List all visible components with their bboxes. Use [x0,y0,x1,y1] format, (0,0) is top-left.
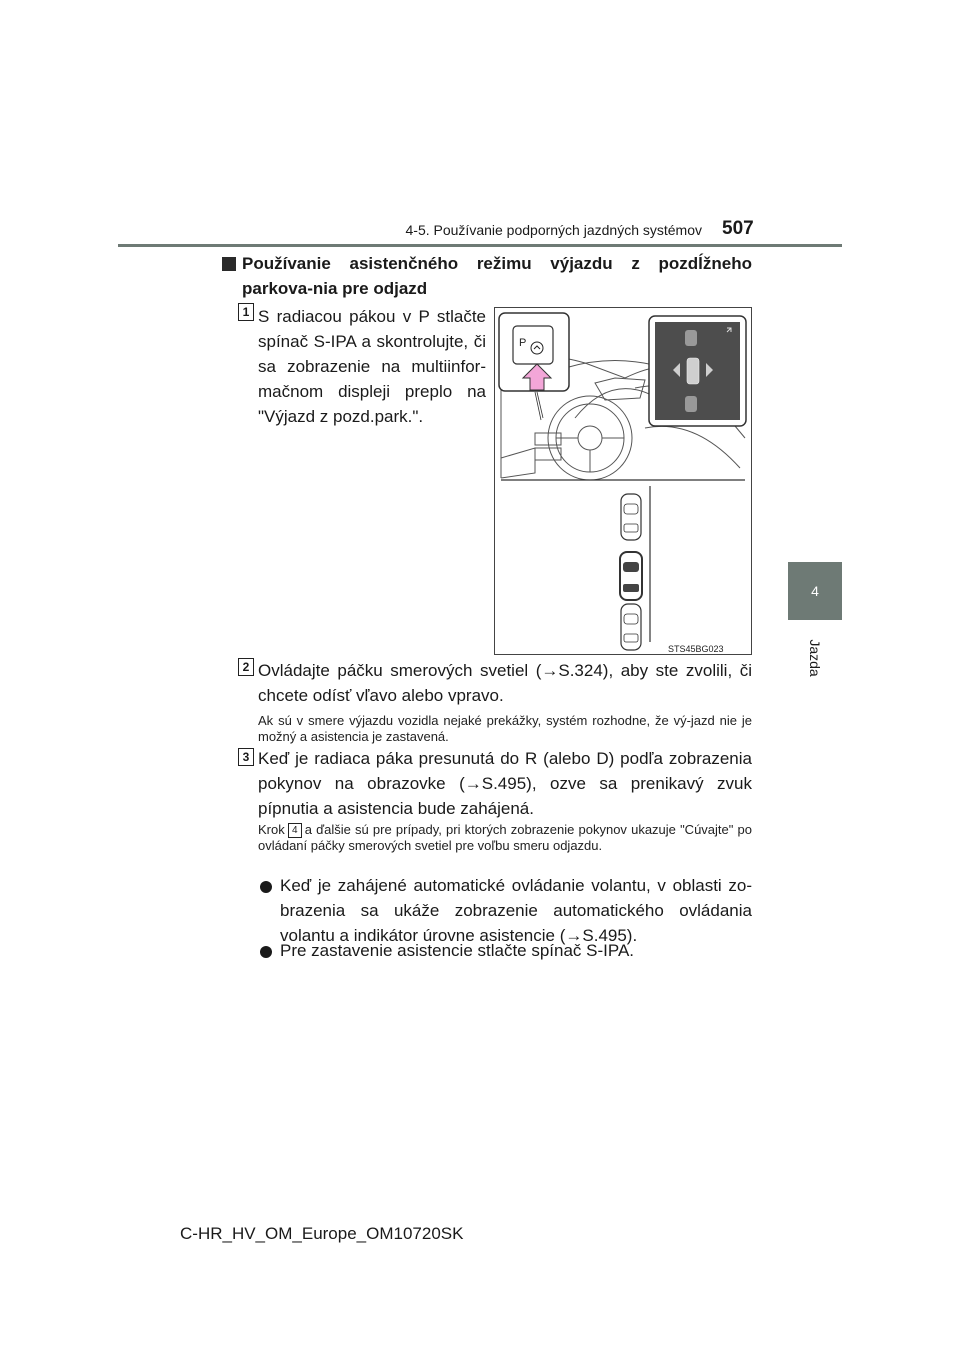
chapter-tab [788,562,842,620]
step-text: Ovládajte páčku smerových svetiel (→S.324), aby ste zvolili, či chcete odísť vľavo alebo vpravo. [258,661,752,705]
display-car-bottom [685,396,697,412]
document-id: C-HR_HV_OM_Europe_OM10720SK [180,1224,464,1243]
parked-car-front [621,494,641,540]
chapter-number: 4 [811,583,819,599]
parked-car-rear [621,604,641,650]
step-number-box [238,658,254,676]
illustration [494,307,752,655]
step-number: 3 [242,750,250,764]
chapter-label-wrap [800,628,830,688]
note-prefix: Krok [258,822,285,837]
callout-leader-line [535,392,543,420]
step-note: Ak sú v smere výjazdu vozidla nejaké prekážky, systém rozhodne, že vý-jazd nie je možný a asistencia je zastavená. [258,713,752,744]
own-car [620,552,642,600]
switch-label: P [519,337,527,349]
bullet-dot [260,881,272,893]
page-number: 507 [722,218,754,239]
step-number-box [238,303,254,321]
step-ref-box: 4 [288,823,302,838]
header-rule [118,244,842,247]
display-own-car [687,358,699,384]
section-square-bullet [222,257,236,271]
step-text: S radiacou pákou v P stlačte spínač S-IPA a skontrolujte, či sa zobrazenie na multiinfor-mačnom displeji preplo na "Výjazd z pozd.park.". [258,307,486,426]
bullet-text: Keď je zahájené automatické ovládanie volantu, v oblasti zo-brazenia sa ukáže zobrazenie automatického ovládania volantu a indikátor úrovne asistencie (→S.495). [280,876,752,945]
running-header-section: 4-5. Používanie podporných jazdných systémov [405,222,702,238]
note-rest: a ďalšie sú pre prípady, pri ktorých zobrazenie pokynov ukazuje "Cúvajte" po ovládaní páčky smerových svetiel pre voľbu smeru odjazdu. [258,822,752,854]
step-note [258,822,752,854]
step-text: Keď je radiaca páka presunutá do R (alebo D) podľa zobrazenia pokynov na obrazovke (→S.495), ozve sa prenikavý zvuk pípnutia a asistencia bude zahájená. [258,749,752,818]
section-title: Používanie asistenčného režimu výjazdu z pozdĺžneho parkova-nia pre odjazd [242,254,752,298]
figure-code: STS45BG023 [668,644,724,654]
step-number: 2 [242,660,250,674]
dashboard-and-parking-illustration [495,308,751,654]
step-number-box [238,748,254,766]
step-number: 1 [242,305,250,319]
display-car-top [685,330,697,346]
bullet-dot [260,946,272,958]
chapter-label: Jazda [807,639,823,677]
bullet-text: Pre zastavenie asistencie stlačte spínač S-IPA. [280,941,635,960]
